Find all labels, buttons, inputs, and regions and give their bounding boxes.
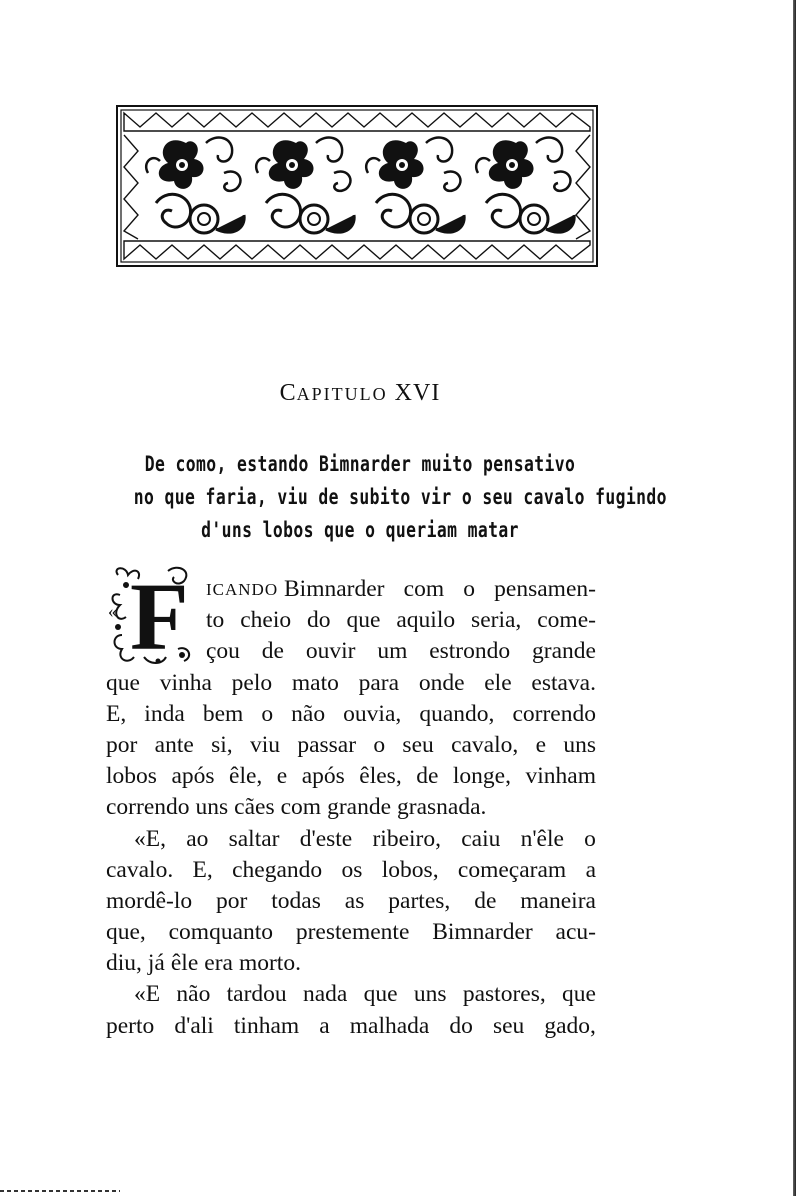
word: o — [261, 700, 274, 727]
word: não — [291, 700, 326, 727]
word: to — [206, 607, 225, 634]
text-line — [106, 917, 596, 948]
text-line — [106, 948, 596, 979]
word: onde — [418, 669, 465, 696]
word: çou — [206, 638, 240, 665]
chapter-summary — [133, 448, 667, 547]
word: come- — [537, 607, 596, 634]
word: mordê-lo — [106, 887, 193, 914]
text-line — [106, 761, 596, 792]
word: ele — [484, 669, 512, 696]
word: vinha — [159, 669, 212, 696]
word: era — [204, 950, 233, 977]
word: «E — [134, 981, 161, 1008]
text-line — [106, 855, 596, 886]
word: uns — [195, 794, 229, 821]
word: ribeiro, — [372, 825, 441, 852]
word: n'êle — [520, 825, 564, 852]
word: não — [176, 981, 211, 1008]
word: uns — [413, 981, 447, 1008]
chapter-title-initial: C — [279, 380, 297, 406]
word: acu- — [555, 919, 596, 946]
word: bem — [202, 700, 244, 727]
word: diu, — [106, 950, 142, 977]
word: ao — [186, 825, 209, 852]
text-line — [106, 979, 596, 1010]
word: Bimnarder — [283, 576, 385, 602]
chapter-number: XVI — [394, 380, 441, 406]
word: chegando — [232, 856, 323, 883]
word: si, — [211, 731, 233, 758]
word: do — [307, 607, 331, 634]
word: que — [346, 607, 381, 634]
word: d'ali — [174, 1012, 214, 1039]
word: lobos — [106, 763, 157, 790]
word: perto — [106, 1012, 155, 1039]
word: longe, — [452, 763, 511, 790]
word: os — [341, 856, 363, 883]
word: passar — [297, 731, 357, 758]
word: seu — [492, 1012, 525, 1039]
word: seu — [402, 731, 434, 758]
word: grande — [532, 638, 596, 665]
summary-line: d'uns lobos que o queriam matar — [201, 518, 519, 542]
word: cheio — [240, 607, 292, 634]
word: de — [416, 763, 439, 790]
page-edge-bottom — [0, 1190, 120, 1192]
word: grande — [327, 794, 392, 821]
summary-line: De como, estando Bimnarder muito pensativo — [144, 452, 576, 476]
word: correndo — [106, 794, 190, 821]
word: já — [147, 950, 165, 977]
text-line — [106, 605, 596, 636]
word: um — [377, 638, 408, 665]
word: o — [584, 825, 596, 852]
word: vinham — [525, 763, 596, 790]
header-ornament — [116, 105, 598, 267]
text-line — [106, 574, 596, 605]
word: E, — [106, 700, 127, 727]
word: estava. — [531, 669, 596, 696]
word: gado, — [544, 1012, 596, 1039]
word: viu — [249, 731, 280, 758]
word: correndo — [512, 700, 596, 727]
page-edge-right — [793, 0, 796, 1196]
word: grasnada. — [397, 794, 487, 821]
text-line — [106, 792, 596, 823]
word: a — [585, 856, 596, 883]
word: por — [106, 731, 138, 758]
word: com — [403, 576, 445, 602]
word: que, — [106, 919, 146, 946]
word: de — [261, 638, 284, 665]
word: as — [344, 887, 365, 914]
first-word-rest: ICANDO — [206, 580, 279, 599]
word: tinham — [233, 1012, 300, 1039]
drop-cap-quote: « — [108, 601, 117, 621]
word: «E, — [134, 825, 166, 852]
word: o — [463, 576, 476, 602]
word: cavalo. — [106, 856, 174, 883]
word: partes, — [388, 887, 451, 914]
word: morto. — [238, 950, 301, 977]
word: que — [562, 981, 596, 1008]
text-line — [106, 636, 596, 667]
word: ante — [154, 731, 194, 758]
text-line — [106, 886, 596, 917]
word: todas — [271, 887, 321, 914]
word: saltar — [228, 825, 280, 852]
word: para — [358, 669, 400, 696]
word: êle, — [229, 763, 263, 790]
body-text — [106, 574, 596, 1042]
word: cavalo, — [451, 731, 519, 758]
word: seria, — [471, 607, 522, 634]
word: tardou — [226, 981, 287, 1008]
word: do — [449, 1012, 473, 1039]
word: Bimnarder — [432, 919, 533, 946]
text-line — [106, 824, 596, 855]
word: prestemente — [295, 919, 410, 946]
word: aquilo — [396, 607, 456, 634]
word: e — [276, 763, 288, 790]
word: por — [216, 887, 248, 914]
word: após — [171, 763, 215, 790]
text-line — [106, 668, 596, 699]
word: inda — [144, 700, 185, 727]
word: ouvir — [305, 638, 356, 665]
word: começaram — [457, 856, 567, 883]
drop-cap-letter: F — [130, 565, 189, 667]
word: pelo — [231, 669, 273, 696]
word: êle — [170, 950, 199, 977]
word: ouvia, — [343, 700, 402, 727]
word: pastores, — [462, 981, 546, 1008]
summary-line: no que faria, viu de subito vir o seu cavalo fugindo — [133, 485, 667, 509]
word: d'este — [299, 825, 353, 852]
word: comquanto — [168, 919, 274, 946]
word: que — [106, 669, 140, 696]
word: a — [319, 1012, 330, 1039]
word: maneira — [520, 887, 596, 914]
word: lobos, — [381, 856, 439, 883]
text-line — [106, 730, 596, 761]
word: e — [535, 731, 547, 758]
chapter-title-word: APITULO — [296, 384, 388, 404]
word: E, — [192, 856, 213, 883]
word: nada — [302, 981, 348, 1008]
word: que — [363, 981, 398, 1008]
word: êles, — [359, 763, 402, 790]
word: cães — [234, 794, 275, 821]
word: de — [474, 887, 497, 914]
word: quando, — [419, 700, 495, 727]
word: após — [301, 763, 345, 790]
text-line-content — [284, 574, 596, 605]
word: pensamen- — [494, 576, 596, 602]
word: caiu — [461, 825, 501, 852]
word: mato — [291, 669, 339, 696]
word: estrondo — [429, 638, 511, 665]
text-line — [106, 1011, 596, 1042]
word: com — [280, 794, 322, 821]
word: o — [373, 731, 386, 758]
word: malhada — [349, 1012, 430, 1039]
chapter-title — [0, 380, 720, 407]
word: uns — [563, 731, 596, 758]
text-line — [106, 699, 596, 730]
